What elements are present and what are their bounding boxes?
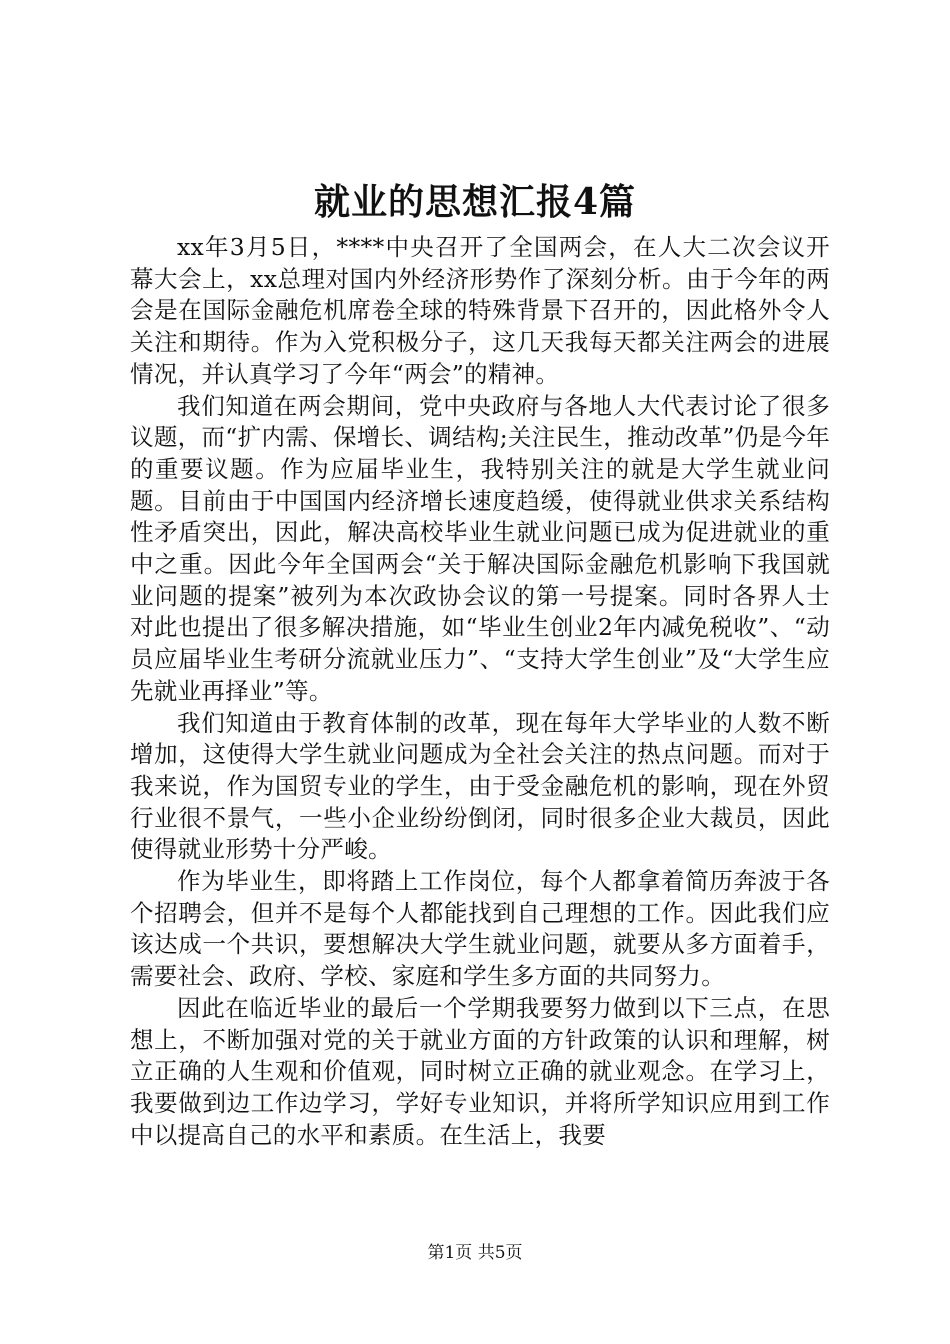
paragraph-2: 我们知道在两会期间，党中央政府与各地人大代表讨论了很多议题，而“扩内需、保增长、调结构;关注民生，推动改革”仍是今年的重要议题。作为应届毕业生，我特别关注的就是大学生就业问题。目前由于中国国内经济增长速度趋缓，使得就业供求关系结构性矛盾突出，因此，解决高校毕业生就业问题已成为促进就业的重中之重。因此今年全国两会“关于解决国际金融危机影响下我国就业问题的提案”被列为本次政协会议的第一号提案。同时各界人士对此也提出了很多解决措施，如“毕业生创业2年内减免税收”、“动员应届毕业生考研分流就业压力”、“支持大学生创业”及“大学生应先就业再择业”等。 (130, 391, 830, 705)
document-title: 就业的思想汇报4篇 (313, 181, 637, 223)
paragraph-1: xx年3月5日，****中央召开了全国两会，在人大二次会议开幕大会上，xx总理对国内外经济形势作了深刻分析。由于今年的两会是在国际金融危机席卷全球的特殊背景下召开的，因此格外令人关注和期待。作为入党积极分子，这几天我每天都关注两会的进展情况，并认真学习了今年“两会”的精神。 (130, 233, 830, 388)
paragraph-3: 我们知道由于教育体制的改革，现在每年大学毕业的人数不断增加，这使得大学生就业问题成为全社会关注的热点问题。而对于我来说，作为国贸专业的学生，由于受金融危机的影响，现在外贸行业很不景气，一些小企业纷纷倒闭，同时很多企业大裁员，因此使得就业形势十分严峻。 (130, 708, 830, 864)
paragraph-4: 作为毕业生，即将踏上工作岗位，每个人都拿着简历奔波于各个招聘会，但并不是每个人都能找到自己理想的工作。因此我们应该达成一个共识，要想解决大学生就业问题，就要从多方面着手，需要社会、政府、学校、家庭和学生多方面的共同努力。 (130, 867, 830, 991)
document-body (130, 232, 830, 1151)
paragraph-5: 因此在临近毕业的最后一个学期我要努力做到以下三点，在思想上，不断加强对党的关于就业方面的方针政策的认识和理解，树立正确的人生观和价值观，同时树立正确的就业观念。在学习上，我要做到边工作边学习，学好专业知识，并将所学知识应用到工作中以提高自己的水平和素质。在生活上，我要 (130, 993, 830, 1149)
page-footer: 第1页 共5页 (427, 1243, 523, 1263)
